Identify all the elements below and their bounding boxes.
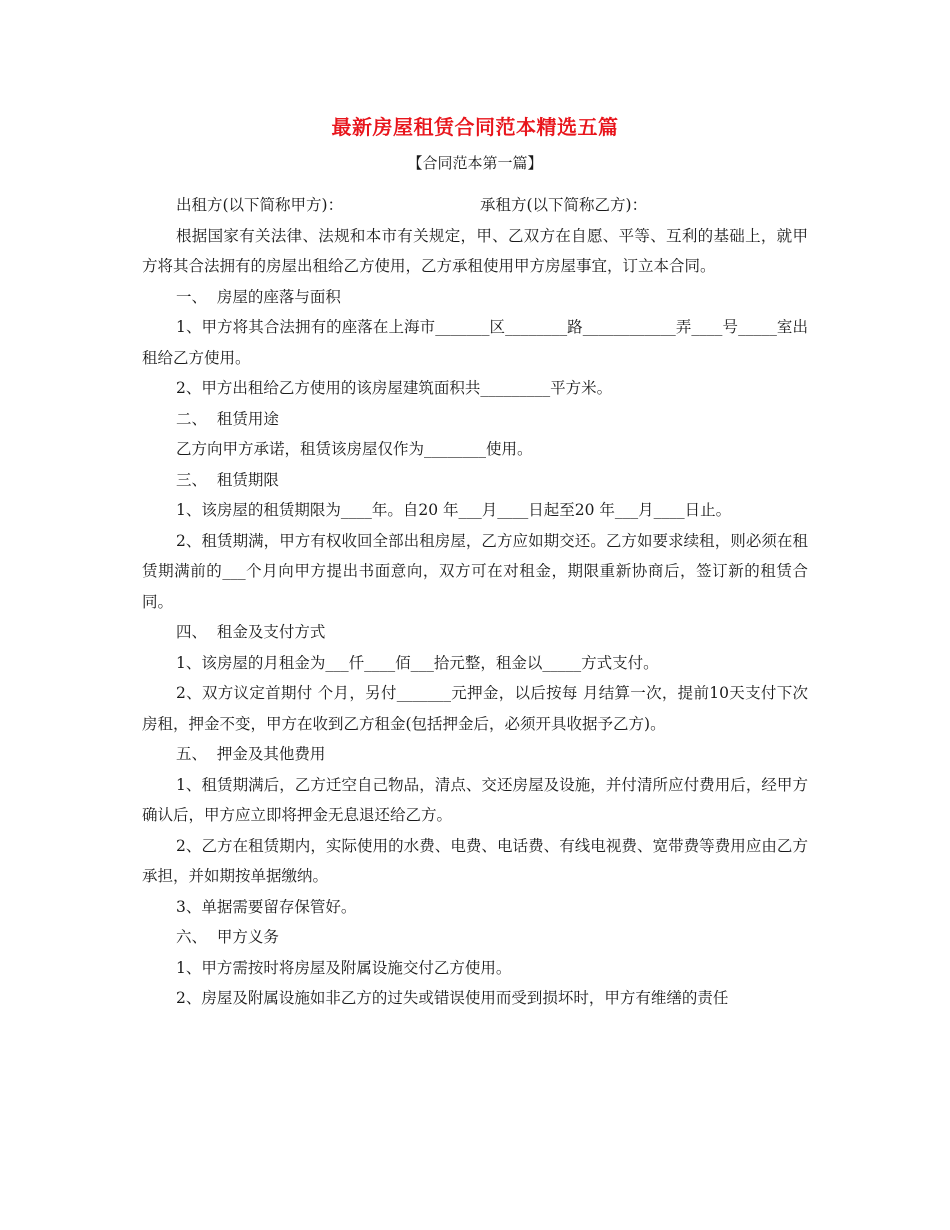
lessee-label: 承租方(以下简称乙方)： xyxy=(480,196,648,214)
intro-paragraph: 根据国家有关法律、法规和本市有关规定，甲、乙双方在自愿、平等、互利的基础上，就甲方将其合法拥有的房屋出租给乙方使用，乙方承租使用甲方房屋事宜，订立本合同。 xyxy=(142,226,808,275)
section-heading-6: 六、 甲方义务 xyxy=(176,928,279,946)
section-heading-1: 一、 房屋的座落与面积 xyxy=(176,287,341,306)
section-5-paragraph-1: 1、租赁期满后，乙方迁空自己物品，清点、交还房屋及设施，并付清所应付费用后，经甲方确认后，甲方应立即将押金无息退还给乙方。 xyxy=(142,775,808,824)
section-3-paragraph-1: 1、该房屋的租赁期限为____年。自20 年___月____日起至20 年___月____日止。 xyxy=(176,501,732,519)
section-1-paragraph-1: 1、甲方将其合法拥有的座落在上海市_______区________路____________弄____号_____室出租给乙方使用。 xyxy=(142,318,808,367)
parties-line xyxy=(142,190,808,221)
section-6-paragraph-2: 2、房屋及附属设施如非乙方的过失或错误使用而受到损坏时，甲方有维缮的责任 xyxy=(176,989,729,1007)
section-6-paragraph-1: 1、甲方需按时将房屋及附属设施交付乙方使用。 xyxy=(176,958,512,977)
document-subtitle: 【合同范本第一篇】 xyxy=(407,154,543,172)
lessor-label: 出租方(以下简称甲方)： xyxy=(176,196,344,214)
section-heading-5: 五、 押金及其他费用 xyxy=(176,745,326,763)
section-5-paragraph-3: 3、单据需要留存保管好。 xyxy=(176,897,357,916)
section-heading-3: 三、 租赁期限 xyxy=(176,470,279,489)
section-heading-4: 四、 租金及支付方式 xyxy=(176,623,326,641)
section-1-paragraph-2: 2、甲方出租给乙方使用的该房屋建筑面积共_________平方米。 xyxy=(176,379,613,397)
section-2-paragraph-1: 乙方向甲方承诺，租赁该房屋仅作为________使用。 xyxy=(176,440,533,458)
section-3-paragraph-2: 2、租赁期满，甲方有权收回全部出租房屋，乙方应如期交还。乙方如要求续租，则必须在租赁期满前的___个月向甲方提出书面意向，双方可在对租金，期限重新协商后，签订新的租赁合同。 xyxy=(142,531,808,611)
document-title: 最新房屋租赁合同范本精选五篇 xyxy=(331,115,619,139)
section-5-paragraph-2: 2、乙方在租赁期内，实际使用的水费、电费、电话费、有线电视费、宽带费等费用应由乙方承担，并如期按单据缴纳。 xyxy=(142,836,808,885)
section-heading-2: 二、 租赁用途 xyxy=(176,409,279,428)
section-4-paragraph-1: 1、该房屋的月租金为___仟____佰___拾元整，租金以_____方式支付。 xyxy=(176,653,659,672)
document-page xyxy=(142,112,808,1014)
section-4-paragraph-2: 2、双方议定首期付 个月，另付_______元押金，以后按每 月结算一次，提前10天支付下次房租，押金不变，甲方在收到乙方租金(包括押金后，必须开具收据予乙方)。 xyxy=(142,684,808,733)
